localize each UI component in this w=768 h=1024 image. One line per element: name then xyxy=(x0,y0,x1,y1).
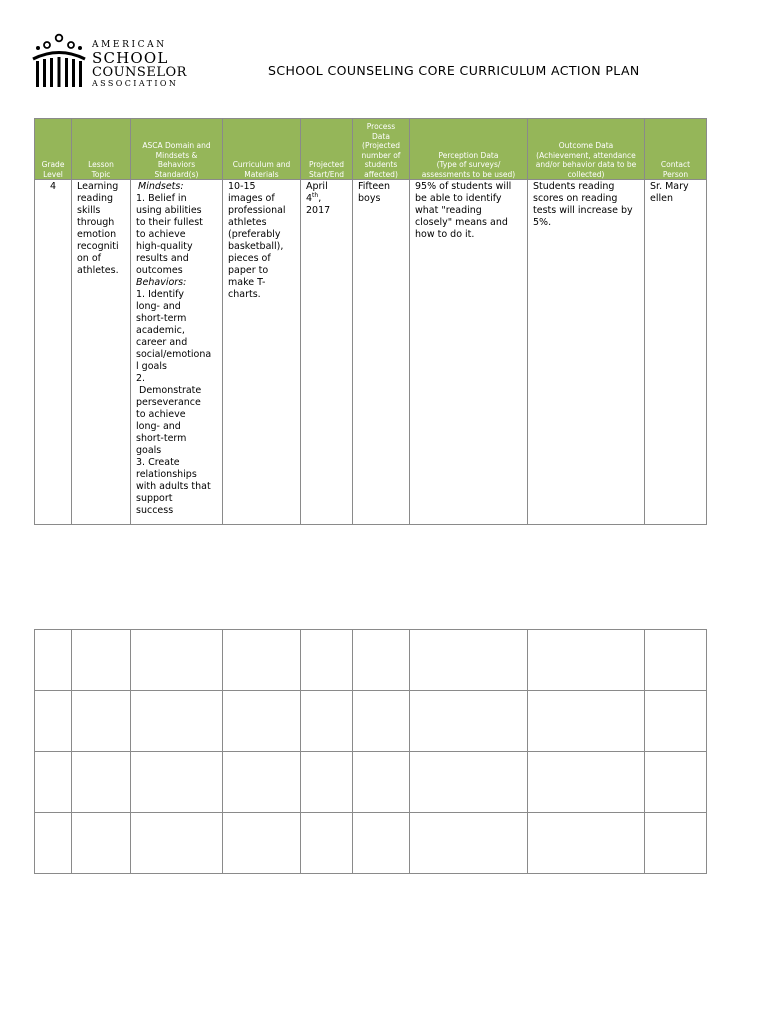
blank-plan-table xyxy=(34,629,707,874)
header-row xyxy=(35,119,707,180)
empty-cell xyxy=(353,691,410,752)
empty-cell xyxy=(35,630,72,691)
logo-line-2: SCHOOL xyxy=(92,49,169,67)
header-lesson-topic: Lesson Topic xyxy=(72,119,131,180)
table-row xyxy=(35,180,707,525)
empty-cell xyxy=(131,630,223,691)
empty-cell xyxy=(353,630,410,691)
table-row xyxy=(35,813,707,874)
empty-cell xyxy=(645,752,707,813)
empty-cell xyxy=(72,691,131,752)
header-curriculum-materials: Curriculum and Materials xyxy=(223,119,301,180)
empty-cell xyxy=(528,813,645,874)
empty-cell xyxy=(72,752,131,813)
logo-line-4: ASSOCIATION xyxy=(92,79,179,88)
header-outcome-data: Outcome Data (Achievement, attendance and/or behavior data to be collected) xyxy=(528,119,645,180)
empty-cell xyxy=(35,813,72,874)
empty-cell xyxy=(410,752,528,813)
document-title: SCHOOL COUNSELING CORE CURRICULUM ACTION PLAN xyxy=(268,63,640,78)
empty-cell xyxy=(131,691,223,752)
empty-cell xyxy=(72,630,131,691)
empty-cell xyxy=(410,630,528,691)
empty-cell xyxy=(301,630,353,691)
cell-outcome-data: Students reading scores on reading tests will increase by 5%. xyxy=(528,180,645,525)
cell-perception-data: 95% of students will be able to identify what "reading closely" means and how to do it. xyxy=(410,180,528,525)
header-grade-level: Grade Level xyxy=(35,119,72,180)
cell-contact-person: Sr. Mary ellen xyxy=(645,180,707,525)
empty-cell xyxy=(131,813,223,874)
empty-cell xyxy=(223,752,301,813)
action-plan-table xyxy=(34,118,707,525)
logo-line-1: AMERICAN xyxy=(92,40,167,50)
empty-cell xyxy=(645,630,707,691)
table-row xyxy=(35,691,707,752)
header-contact-person: Contact Person xyxy=(645,119,707,180)
empty-cell xyxy=(223,691,301,752)
empty-cell xyxy=(35,752,72,813)
table-row xyxy=(35,752,707,813)
header-asca-standards: ASCA Domain and Mindsets & Behaviors Standard(s) xyxy=(131,119,223,180)
header-perception-data: Perception Data (Type of surveys/ assessments to be used) xyxy=(410,119,528,180)
cell-lesson-topic: Learning reading skills through emotion recogniti on of athletes. xyxy=(72,180,131,525)
empty-cell xyxy=(131,752,223,813)
table-row xyxy=(35,630,707,691)
cell-asca-standards: Mindsets: 1. Belief in using abilities to their fullest to achieve high-quality results and outcomes Behaviors: 1. Identify long- and short-term academic, career and social/emotiona l goals 2. Demonstrate perseverance to achieve long- and short-term goals 3. Create relationships with adults that support success xyxy=(131,180,223,525)
empty-cell xyxy=(353,813,410,874)
empty-cell xyxy=(410,813,528,874)
logo-wordmark xyxy=(92,41,187,88)
logo-line-3: COUNSELOR xyxy=(92,65,187,80)
empty-cell xyxy=(223,630,301,691)
empty-cell xyxy=(301,813,353,874)
empty-cell xyxy=(528,691,645,752)
empty-cell xyxy=(72,813,131,874)
header-projected-dates: Projected Start/End xyxy=(301,119,353,180)
empty-cell xyxy=(645,691,707,752)
empty-cell xyxy=(410,691,528,752)
empty-cell xyxy=(645,813,707,874)
empty-cell xyxy=(35,691,72,752)
empty-cell xyxy=(528,752,645,813)
mindsets-label: Mindsets: xyxy=(138,181,184,192)
empty-cell xyxy=(223,813,301,874)
empty-cell xyxy=(301,691,353,752)
cell-grade-level: 4 xyxy=(35,180,72,525)
empty-cell xyxy=(301,752,353,813)
header-process-data: Process Data (Projected number of students affected) xyxy=(353,119,410,180)
cell-projected-dates: April 4th, 2017 xyxy=(301,180,353,525)
empty-cell xyxy=(528,630,645,691)
empty-cell xyxy=(353,752,410,813)
cell-process-data: Fifteen boys xyxy=(353,180,410,525)
cell-curriculum-materials: 10-15 images of professional athletes (preferably basketball), pieces of paper to make T- charts. xyxy=(223,180,301,525)
behaviors-label: Behaviors: xyxy=(136,277,187,288)
